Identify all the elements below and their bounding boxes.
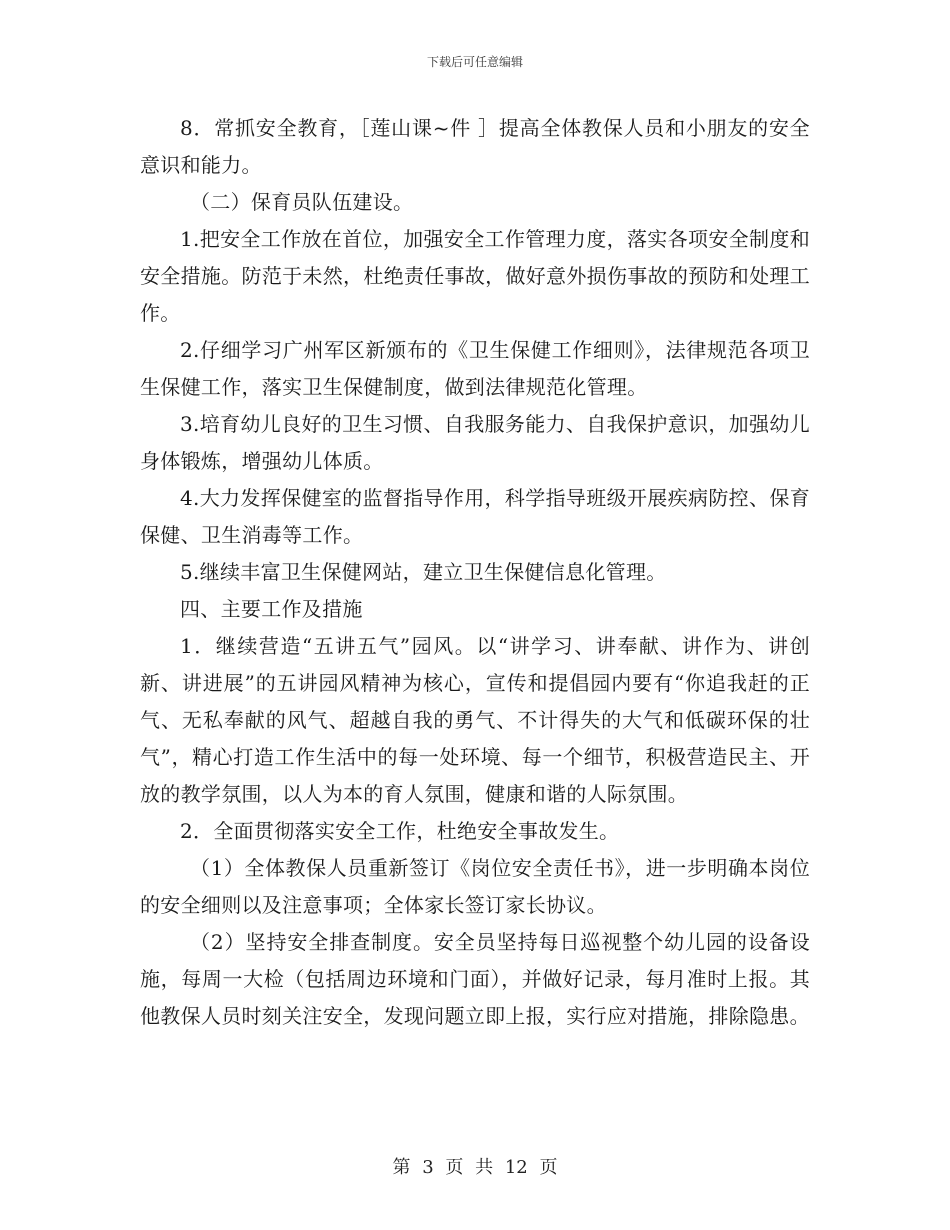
paragraph-item-4: 4.大力发挥保健室的监督指导作用，科学指导班级开展疾病防控、保育保健、卫生消毒等工作。 bbox=[140, 486, 810, 547]
paragraph-five-spirits: 1．继续营造“五讲五气”园风。以“讲学习、讲奉献、讲作为、讲创新、讲进展”的五讲园风精神为核心，宣传和提倡园内要有“你追我赶的正气、无私奉献的风气、超越自我的勇气、不计得失的大气和低碳环保的壮气”，精心打造工作生活中的每一处环境、每一个细节，积极营造民主、开放的教学氛围，以人为本的育人氛围，健康和谐的人际氛围。 bbox=[140, 634, 810, 806]
paragraph-section-nurse-team: （二）保育员队伍建设。 bbox=[190, 190, 414, 214]
paragraph-item-1: 1.把安全工作放在首位，加强安全工作管理力度，落实各项安全制度和安全措施。防范于未然，杜绝责任事故，做好意外损伤事故的预防和处理工作。 bbox=[140, 227, 810, 325]
section-heading-main-work: 四、主要工作及措施 bbox=[180, 597, 363, 621]
paragraph-safety-work: 2．全面贯彻落实安全工作，杜绝安全事故发生。 bbox=[180, 819, 620, 843]
paragraph-safety-education: 8．常抓安全教育，［莲山课~件 ］提高全体教保人员和小朋友的安全意识和能力。 bbox=[140, 116, 810, 177]
paragraph-sub-item-2: （2）坚持安全排查制度。安全员坚持每日巡视整个幼儿园的设备设施，每周一大检（包括周边环境和门面），并做好记录，每月准时上报。其他教保人员时刻关注安全，发现问题立即上报，实行应对措施，排除隐患。 bbox=[140, 930, 810, 1028]
paragraph-item-5: 5.继续丰富卫生保健网站，建立卫生保健信息化管理。 bbox=[180, 560, 667, 584]
page-footer: 第 3 页 共 12 页 bbox=[392, 1157, 558, 1178]
document-body bbox=[140, 110, 810, 1035]
paragraph-item-2: 2.仔细学习广州军区新颁布的《卫生保健工作细则》，法律规范各项卫生保健工作，落实卫生保健制度，做到法律规范化管理。 bbox=[140, 338, 810, 399]
paragraph-sub-item-1: （1）全体教保人员重新签订《岗位安全责任书》，进一步明确本岗位的安全细则以及注意事项；全体家长签订家长协议。 bbox=[140, 856, 810, 917]
page-header: 下载后可任意编辑 bbox=[426, 55, 523, 69]
paragraph-item-3: 3.培育幼儿良好的卫生习惯、自我服务能力、自我保护意识，加强幼儿身体锻炼，增强幼儿体质。 bbox=[140, 412, 810, 473]
